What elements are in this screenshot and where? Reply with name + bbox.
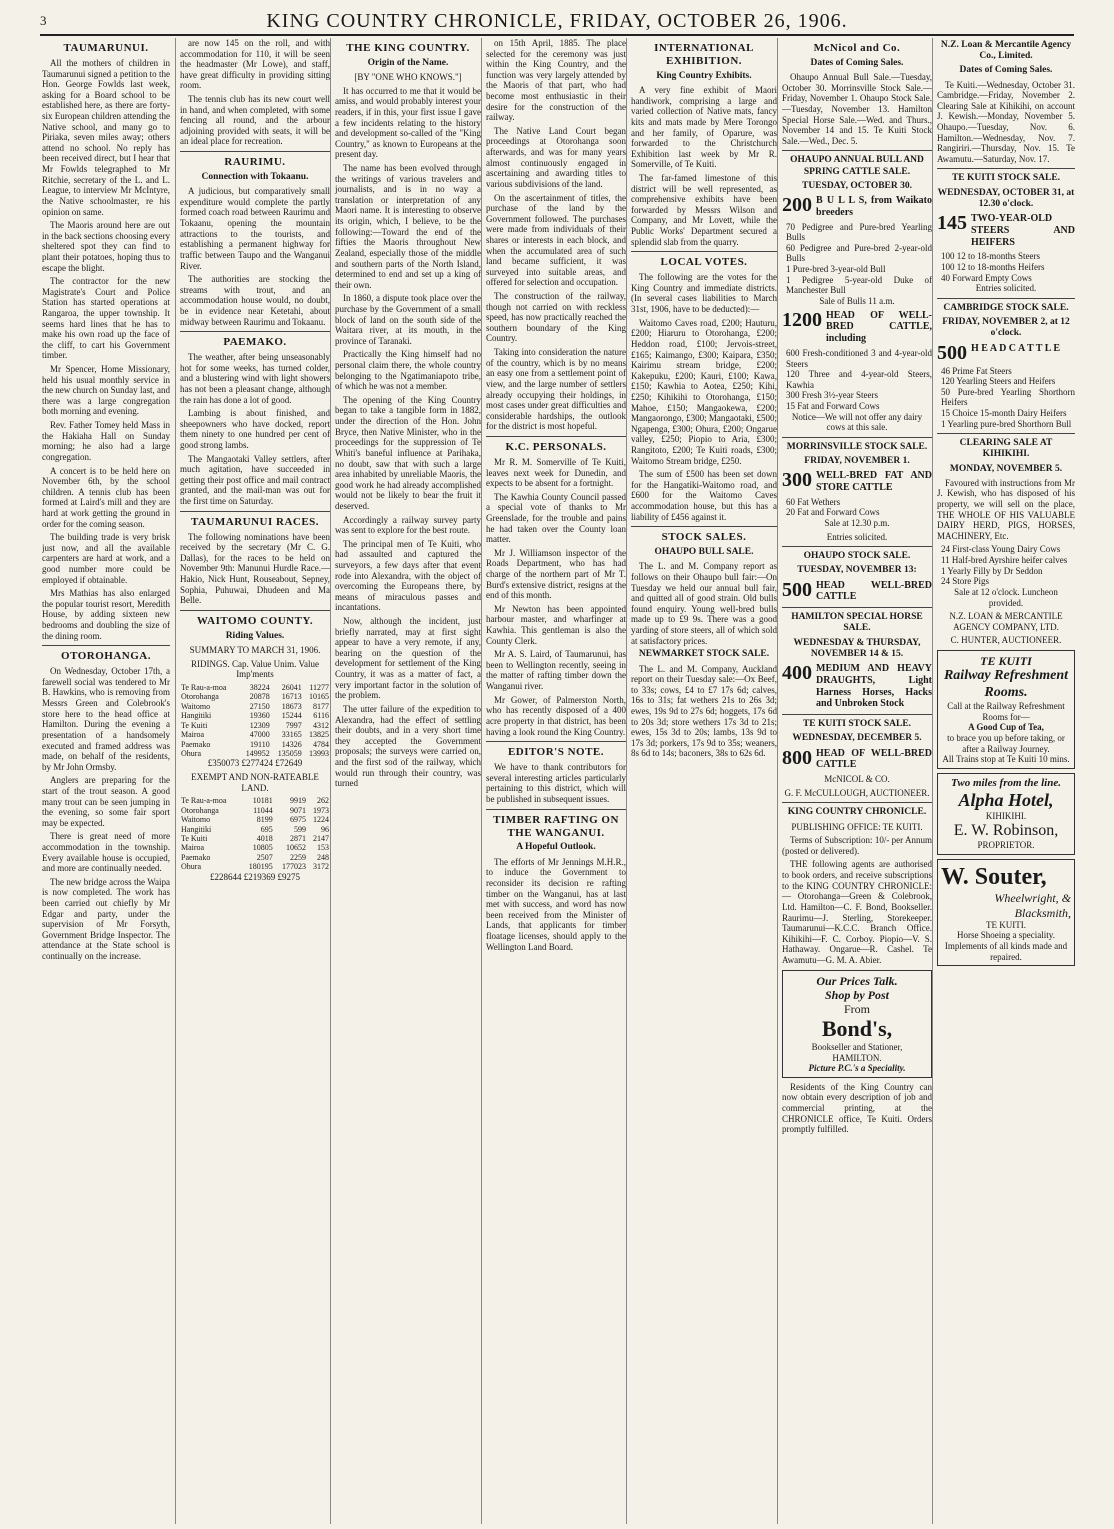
table-cell: 695 [260,824,273,834]
table-cell: Hangitiki [181,711,212,721]
publishing-office: PUBLISHING OFFICE: TE KUITI. [791,821,923,832]
lot-title: MEDIUM AND HEAVY DRAUGHTS, Light Harness Horses, Hacks and Unbroken Stock [816,663,932,710]
ad-line: E. W. Robinson, [953,821,1059,839]
paragraph: In 1860, a dispute took place over the purchase by the Government of a small block of land on the south side of the Waitara river, at its mouth, in the province of Taranaki. [335,293,481,346]
paragraph: The weather, after being unseasonably hot for some weeks, has turned colder, and a blustering wind with light showers has not been a pleasant change, although the rain has done a lot of good. [180,352,330,405]
table-cell: 4312 [313,720,329,730]
table-cell: Hangitiki [181,824,212,834]
table-cell: Paemako [181,739,211,749]
table-cell: Mairoa [181,730,205,740]
table-cell: 18673 [281,701,302,711]
paragraph: Waitomo Caves road, £200; Hauturu, £200; Hiaruru to Otorohanga, £200; Heddon road, £100; Jervois-street, £165; Kaimango, £300; Kaipara, £350; Kairimu stream bridge, £200; Kakepuku, £200; Kauri, £100; Kawa, £150; Kawhia to Aotea, £250; Kihi, £250; Kihikihi to Otorohanga, £150; Mahoe, £150; Mangaokewa, £200; Mangaorongo, £300; Mangaotaki, £500; Ngapenga, £300; Ohura, £200; Ongarue valley, £250; Piopio to Aria, £300; Rangitoto, £200; Te Kuiti roads, £300; Waitomo Stream bridge, £250. [631,317,777,466]
paragraph: The contractor for the new Magistrate's Court and Police Station has started operations at Rangaroa, the upper township. It seems hard lines that he has to make his own road up the face of the cliff, to cart his Government timber. [42,276,170,361]
chronicle-heading: KING COUNTRY CHRONICLE. [787,807,927,818]
lot-count: 400 [782,662,812,685]
notice: Notice—We will not offer any dairy cows at this sale. [791,411,923,433]
subheading: Riding Values. [225,630,285,641]
heading-editors-note: EDITOR'S NOTE. [507,746,605,759]
ad-line: Wheelwright, & Blacksmith, [994,891,1071,920]
bonds-advert [782,970,932,1078]
sale-date: TUESDAY, OCTOBER 30. [802,180,912,191]
divider [486,741,626,742]
paragraph: Mr Gower, of Palmerston North, who has recently disposed of a 400 acre property in that district, has been having a look round the King Country. [486,694,626,737]
table-cell: 10181 [252,796,273,806]
lot-title: HEAD OF WELL-BRED CATTLE [816,747,932,771]
auctioneer: C. HUNTER, AUCTIONEER. [950,635,1062,646]
sale-dates: Te Kuiti.—Wednesday, October 31. Cambridge.—Friday, November 2. Clearing Sale at Kihikihi, on account J. Kewish.—Monday, November 5. Ohaupo.—Tuesday, Nov. 6. Hamilton.—Wednesday, Nov. 7. Rangiriri.—Thursday, Nov. 15. Te Awamutu.—Saturday, Nov. 17. [937,79,1075,164]
sale-time: Sale of Bulls 11 a.m. [819,295,895,306]
sale-heading: OHAUPO STOCK SALE. [803,551,911,562]
ad-line: Shop by Post [824,987,889,1002]
lot-item: 120 Yearling Steers and Heifers [941,376,1056,387]
exempt-values-table [180,796,330,872]
table-total: £350073 £277424 £72649 [207,758,303,769]
table-cell: 10805 [252,843,273,853]
sale-date: WEDNESDAY, OCTOBER 31, at 12.30 o'clock. [937,187,1075,209]
ad-line: W. Souter, [941,864,1047,891]
ad-line: All Trains stop at Te Kuiti 10 mins. [942,754,1070,765]
table-row [180,702,330,711]
paragraph: The tennis club has its new court well in hand, and when completed, with some fencing all round, and the arbour adjoining provided with seats, it will be an ideal place for recreation. [180,94,330,147]
table-cell: 135059 [277,748,302,758]
table-row [180,692,330,701]
table-row [180,815,330,824]
table-cell: 262 [317,796,329,806]
table-cell: 13993 [309,748,329,758]
page-number: 3 [40,13,48,28]
paragraph: Now, although the incident, just briefly narrated, may at first sight appear to have a very remote, if any, bearing on the question of the development for settlement of the King Country, it was as a matter of fact, a very important factor in the solution of the problem. [335,616,481,701]
divider [631,251,777,252]
heading-stock-sales: STOCK SALES. [661,531,747,544]
sale-heading: MORRINSVILLE STOCK SALE. [786,441,928,452]
divider [782,607,932,608]
table-cell: Otorohanga [181,805,219,815]
table-cell: 19110 [249,739,270,749]
paragraph: There is great need of more accommodation in the township. Every available house is occupied, and more are continually needed. [42,831,170,874]
subheading: King Country Exhibits. [656,70,752,81]
paragraph: We have to thank contributors for several interesting articles particularly pertaining to this district, which will be published in subsequent issues. [486,762,626,804]
table-total: £228644 £219369 £9275 [210,871,300,882]
lot-item: 1 Yearling pure-bred Shorthorn Bull [941,418,1072,429]
paragraph: The L. and M. Company, Auckland report on their Tuesday sale:—Ox Beef, to 33s; cows, £4 to £7 17s 6d; calves, 16s to 31s; fat wethers 21s to 26s 3d; ewes, 19s 9d to 27s 6d; hoggets, 17s 6d to 20s 3d; store wethers 17s 3d to 21s; ewes, 15s 3d to 20s; lambs, 13s 9d to 17s 3d; porkers, 17s 9d to 35s; weaners, 8s 6d to 14s; baconers, 38s to 62s 6d. [631,663,777,759]
table-row [180,825,330,834]
firm-name: McNICOL & CO. [824,774,890,785]
lot-item: 600 Fresh-conditioned 3 and 4-year-old Steers [786,347,932,369]
table-cell: 6116 [313,711,329,721]
table-row [180,843,330,852]
table-cell: 2259 [289,852,306,862]
divider [486,436,626,437]
lot [782,470,932,494]
lot-item: 60 Fat Wethers [786,496,841,507]
heading-exhibition: INTERNATIONAL EXHIBITION. [654,42,754,67]
lot-item: 15 Choice 15-month Dairy Heifers [941,407,1067,418]
subscription-terms: Terms of Subscription: 10/- per Annum (posted or delivered). [782,835,932,856]
table-cell: Paemako [181,852,211,862]
paragraph: Mrs Mathias has also enlarged the popular tourist resort, Meredith House, by adding sixteen new bedrooms and doubling the size of the dining room. [42,588,170,641]
paragraph: are now 145 on the roll, and with accommodation for 110, it will be seen the headmaster (Mr Lowe), and staff, have great difficulty in providing sitting room. [180,38,330,91]
table-cell: 14326 [281,739,302,749]
paragraph: The L. and M. Company report as follows on their Ohaupo bull fair:—On Tuesday we held our annual bull fair, and quitted all of good strain. Old bulls found enquiry. Young well-bred bulls made up to £9 9s. There was a good yarding of store steers, all of which sold at satisfactory prices. [631,561,777,646]
lot-item: 120 Three and 4-year-old Steers, Kawhia [786,369,932,390]
table-cell: 1973 [313,805,329,815]
souter-advert [937,859,1075,966]
divider [937,298,1075,299]
table-row [180,796,330,805]
lot-title: HEAD WELL-BRED CATTLE [816,579,932,603]
divider [782,714,932,715]
lot-item: 40 Forward Empty Cows [941,272,1032,283]
lot-item: 24 Store Pigs [941,576,990,587]
table-cell: 8199 [256,815,273,825]
riding-values-table [180,683,330,759]
column-5 [626,38,777,1524]
paragraph: The construction of the railway, though not carried on with reckless speed, has now practically reached the southern boundary of the King Country. [486,291,626,344]
ad-line: to brace you up before taking, or after a Railway Journey. [947,732,1065,754]
table-row [180,711,330,720]
heading-personals: K.C. PERSONALS. [505,440,607,453]
sale-heading: TE KUITI STOCK SALE. [951,173,1061,184]
table-cell: 2871 [289,834,306,843]
table-cell: 4018 [256,834,273,843]
ad-line: PROPRIETOR. [977,840,1035,851]
table-row [180,806,330,815]
lot-item: 50 Pure-bred Yearling Shorthorn Heifers [941,386,1075,408]
table-cell: Te Rau-a-moa [181,682,227,692]
entries-solicited: Entries solicited. [975,283,1037,294]
paragraph: It has occurred to me that it would be amiss, and would probably interest your readers, if in this, your first issue I gave a few incidents relating to the history and development so-called of the "King Country," as known to Europeans at the present day. [335,85,481,160]
column-4 [481,38,626,1524]
paragraph: The efforts of Mr Jennings M.H.R., to induce the Government to reconsider its decision re rafting timber on the Wanganui, has at last met with success, and word has now been received from the Minister of Lands, that applicants for timber floatage licenses, should apply to the Wellington Land Board. [486,856,626,952]
heading-nz-loan: N.Z. Loan & Mercantile Agency Co., Limited. [940,40,1072,62]
divider [180,610,330,611]
lot-item: 1 Pure-bred 3-year-old Bull [786,264,886,275]
divider [180,331,330,332]
paragraph: The name has been evolved through the writings of various travelers and journalists, and is in no way a translation or interpretation of any Maori name. It is interesting to observe its origin, which, I believe, to be the following:—Toward the end of the fifties the Maoris throughout New Zealand, especially those of the middle and southern parts of the North Island, determined to end and set up a king of their own. [335,163,481,290]
lot [782,663,932,710]
lot-count: 800 [782,746,812,769]
lot-count: 300 [782,469,812,492]
heading-king-country: THE KING COUNTRY. [346,42,470,54]
subheading: Dates of Coming Sales. [810,57,904,68]
entries-solicited: Entries solicited. [826,531,888,542]
ad-line: Railway Refreshment Rooms. [943,668,1069,700]
table-cell: 20878 [249,692,270,702]
paragraph: The Mangaotaki Valley settlers, after much agitation, have succeeded in getting their post office and mail contract granted, and the mail-man was out for the first time on Saturday. [180,453,330,507]
table-header: RIDINGS. Cap. Value Unim. Value Imp'ments [191,658,319,680]
sale-date: FRIDAY, NOVEMBER 1. [804,455,910,466]
table-cell: 248 [317,852,329,862]
sale-heading: CLEARING SALE AT KIHIKIHI. [959,438,1053,460]
table-cell: 6975 [289,815,306,825]
paragraph: Anglers are preparing for the start of the trout season. A good many trout can be seen jumping in the evening, so some fair sport may be expected. [42,775,170,828]
paragraph: Lambing is about finished, and sheepowners who have docked, report them ninety to one hundred per cent of good strong lambs. [180,408,330,451]
table-row [180,721,330,730]
refreshment-rooms-advert [937,650,1075,769]
table-cell: 3172 [313,862,329,872]
subheading: NEWMARKET STOCK SALE. [638,649,770,660]
sale-date: MONDAY, NOVEMBER 5. [949,463,1063,474]
paragraph: Mr J. Williamson inspector of the Roads Department, who has had charge of the northern part of Mr T. Burd's extensive district, resigns at the end of this month. [486,547,626,601]
paragraph: Taking into consideration the nature of the country, which is by no means an easy one from a settlement point of view, and the large number of settlers already occupying their holdings, in most cases under great difficulties and considerable hardships, the outlook for the district is most hopeful. [486,347,626,432]
lot [782,310,932,345]
paragraph: The new bridge across the Waipa is now completed. The work has been carried out chiefly by Mr Edgar and party, under the supervision of Mr Forsyth, Government Bridge Inspector. The attendance at the State school is continually on the increase. [42,876,170,962]
table-cell: 33165 [281,730,302,740]
paragraph: Mr Spencer, Home Missionary, held his usual monthly service in the new church on Sunday last, and there was a large congregation both morning and evening. [42,364,170,417]
lot-item: 60 Pedigree and Pure-bred 2-year-old Bulls [786,242,932,264]
paragraph: The building trade is very brisk just now, and all the available carpenters are hard at work, and a good number more could be employed if obtainable. [42,532,170,585]
paragraph: Mr A. S. Laird, of Taumarunui, has been to Wellington recently, seeing in the matter of rafting timber down the Wanganui river. [486,649,626,692]
sale-date: WEDNESDAY, DECEMBER 5. [792,733,922,744]
sale-date: FRIDAY, NOVEMBER 2, at 12 o'clock. [942,317,1070,339]
table-cell: 19360 [249,711,270,721]
paragraph: Favoured with instructions from Mr J. Kewish, who has disposed of his property, we will sell on the place, THE WHOLE OF HIS VALUABLE DAIRY HERD, PIGS, HORSES, MACHINERY, Etc. [937,477,1075,541]
table-cell: 27150 [249,701,270,711]
table-cell: 2507 [256,852,273,862]
lot-title: H E A D C A T T L E [971,342,1061,354]
table-cell: 177023 [281,862,306,872]
table-cell: Otorohanga [181,692,219,702]
lot-item: 1 Yearly Filly by Dr Seddon [941,565,1043,576]
table-cell: 96 [321,824,329,834]
subheading: Dates of Coming Sales. [959,65,1053,76]
heading-otorohanga: OTOROHANGA. [61,650,151,663]
subheading: OHAUPO BULL SALE. [654,547,754,558]
divider [937,433,1075,434]
table-cell: 12309 [249,720,270,730]
subheading: Origin of the Name. [367,57,449,68]
table-cell: 7997 [285,720,302,730]
divider [42,645,170,646]
paragraph: A judicious, but comparatively small expenditure would complete the partly formed coach road between Raurimu and Tokaanu, opening the mountain attractions to the tourists, and establishing a permanent highway for traffic between Taupo and the Wanganui River. [180,186,330,271]
divider [782,546,932,547]
table-cell: 2147 [313,834,329,843]
auctioneer: G. F. McCULLOUGH, AUCTIONEER. [784,787,930,798]
footer-note: Residents of the King Country can now obtain every description of job and commercial printing, at the CHRONICLE office, Te Kuiti. Orders promptly fulfilled. [782,1081,932,1135]
divider [180,511,330,512]
paragraph: On Wednesday, October 17th, a farewell social was tendered to Mr B. Hawkins, who is removing from Messrs Green and Colebrook's store here to the head office at Hamilton. During the evening a presentation of a handsomely executed and framed address was made, on behalf of the residents, by Mr John Ormsby. [42,666,170,772]
table-cell: 4784 [313,739,329,749]
heading-local-votes: LOCAL VOTES. [660,256,748,269]
sale-time: Sale at 12.30 p.m. [824,518,890,528]
ad-line: KIHIKIHI. [985,810,1027,821]
ad-line: A Good Cup of Tea, [968,722,1044,733]
divider [486,809,626,810]
ad-line: Bond's, [821,1016,893,1042]
column-7 [932,38,1075,1524]
paragraph: The following are the votes for the King Country and immediate districts. (In several cases liabilities to March 31st, 1906, have to be deducted):— [631,272,777,315]
column-1 [42,38,170,1524]
table-cell: 11044 [253,805,273,815]
table-cell: 11277 [309,682,329,692]
table-cell: Te Kuiti [181,720,208,730]
heading-taumarunui: TAUMARUNUI. [63,42,149,54]
ad-line: Horse Shoeing a speciality. [957,930,1055,941]
heading-paemako: PAEMAKO. [223,336,287,349]
sale-date: TUESDAY, NOVEMBER 13: [797,565,917,576]
ad-line: Implements of all kinds made and repaired. [944,940,1068,962]
divider [782,802,932,803]
paragraph: The utter failure of the expedition to Alexandra, had the effect of settling their doubts, and in a very short time they accepted the Government proposals; the surveys were carried on, and the first sod of the railway, which would run through their country, was turned [335,703,481,789]
table-caption: EXEMPT AND NON-RATEABLE LAND. [191,772,319,793]
table-cell: 16713 [281,692,302,702]
paragraph: The opening of the King Country began to take a tangible form in 1882, under the direction of the Hon. John Bryce, then Native Minister, who in the proceedings for the suppression of Te Whiti's baneful influence at Parihaka, no doubt, saw that with such a large area inhabited by unreliable Maoris, the good work he had already accomplished would not be likely to bear the fruit it deserved. [335,394,481,511]
paragraph: A concert is to be held here on November 6th, by the school children. A tennis club has been formed at Laird's mill and they are hard at work getting the ground in order for the coming season. [42,465,170,529]
masthead-title: KING COUNTRY CHRONICLE, FRIDAY, OCTOBER 26, 1906. [266,9,848,32]
paragraph: Mr Newton has been appointed harbour master, and wharfinger at Kawhia. This gentleman is also the County Clerk. [486,603,626,646]
table-cell: Mairoa [181,843,205,853]
lot-count: 145 [937,212,967,235]
paragraph: on 15th April, 1885. The place selected for the ceremony was just within the King Country, and the function was very largely attended by the Maoris of that part, who had become most enthusiastic in their desire for the construction of the railway. [486,38,626,123]
ad-line: Bookseller and Stationer, HAMILTON. [811,1041,903,1063]
lot-item: 100 12 to 18-months Steers [941,251,1040,262]
table-row [180,853,330,862]
paragraph: All the mothers of children in Taumarunui signed a petition to the Hon. George Fowlds last week, asking for a Board school to be established here, as there are forty-six European children attending the Native school, and many go to Piriaka, seven miles away; others attend no school. No reply has been received direct, but I hear that Mr Fowlds telegraphed to Mr Ritchie, secretary of the L. and L. League, to interview Mr McIntyre, the Native schoolmaster, re his opinion on same. [42,57,170,217]
firm-name: N.Z. LOAN & MERCANTILE AGENCY COMPANY, LTD. [949,611,1063,632]
lot-item: 11 Half-bred Ayrshire heifer calves [941,555,1068,566]
ad-line: Call at the Railway Refreshment Rooms for— [947,701,1065,722]
table-row [180,862,330,871]
paragraph: The principal men of Te Kuiti, who had assaulted and captured the surveyors, a few days after that event rode into Alexandra, with the object of overcoming the Europeans there, by means of miraculous passes and incantations. [335,538,481,613]
subheading: A Hopeful Outlook. [516,842,596,853]
sale-heading: TE KUITI STOCK SALE. [802,719,912,730]
paragraph: The Maoris around here are out in the back sections choosing every sheltered spot they can find to plant their potatoes, hoping thus to escape the blight. [42,220,170,273]
paragraph: Accordingly a railway survey party was sent to explore for the best route. [335,514,481,536]
sale-dates: Ohaupo Annual Bull Sale.—Tuesday, October 30. Morrinsville Stock Sale.—Friday, November 1. Ohaupo Stock Sale.—Tuesday, November 13. Hamilton Special Horse Sale.—Wed. and Thurs., November 14 and 15. Te Kuiti Stock Sale.—Wed., Dec. 5. [782,72,932,146]
divider [180,151,330,152]
table-row [180,683,330,692]
column-3 [330,38,481,1524]
table-cell: 38224 [249,682,270,692]
ad-line: Our Prices Talk. [816,973,898,988]
lot-count: 200 [782,194,812,217]
paragraph: Rev. Father Tomey held Mass in the Hakiaha Hall on Sunday morning; he also had a large congregation. [42,420,170,462]
paragraph: The sum of £500 has been set down for the Hangatiki-Waitomo road, and £600 for the Waitomo Caves accommodation house, but this has a liability of £456 against it. [631,469,777,522]
table-cell: 153 [317,843,329,853]
sale-date: WEDNESDAY & THURSDAY, NOVEMBER 14 & 15. [793,637,921,659]
divider [937,168,1075,169]
lot-count: 500 [782,578,812,601]
table-cell: 8177 [313,701,329,711]
table-cell: 10652 [285,843,306,853]
sale-heading: HAMILTON SPECIAL HORSE SALE. [791,612,923,634]
masthead [40,8,1074,36]
sale-heading: OHAUPO ANNUAL BULL AND SPRING CATTLE SALE. [790,155,924,177]
lot-title: WELL-BRED FAT AND STORE CATTLE [816,470,932,493]
paragraph: Practically the King himself had no personal claim there, the whole country belonging to the Ngatimaniapoto tribe, of which he was not a member. [335,349,481,392]
agents-list: THE following agents are authorised to book orders, and receive subscriptions to the KING COUNTRY CHRONICLE:— Otorohanga—Green & Colebrook, Ltd. Hamilton—C. F. Bond, Bookseller. Raurimu—J. Sterling, Storekeeper. Taumarunui—K.C.C. Branch Office. Kihikihi—F. C. Corboy. Piopio—V. S. Hathaway. Ongarue—R. Cashel. Te Awamutu—G. M. A. Abier. [782,859,932,965]
table-row [180,749,330,758]
ad-line: From [843,1001,870,1016]
lot-item: 100 12 to 18-months Heifers [941,262,1045,273]
heading-raurimu: RAURIMU. [224,156,286,169]
heading-waitomo-county: WAITOMO COUNTY. [196,614,314,627]
lot [937,343,1075,363]
lot-count: 1200 [782,308,822,331]
lot-title: HEAD OF WELL-BRED CATTLE, including [826,309,932,345]
table-row [180,730,330,739]
table-cell: 599 [293,824,306,834]
table-row [180,740,330,749]
lot-item: 46 Prime Fat Steers [941,365,1012,376]
table-cell: 26041 [281,682,302,692]
table-cell: 1224 [313,815,329,825]
table-cell: Ohura [181,748,201,758]
paragraph: The Native Land Court began proceedings at Otorohanga soon afterwards, and was for many years almost continuously engaged in ascertaining and awarding titles to various subdivisions of the land. [486,125,626,189]
subheading: Connection with Tokaanu. [201,172,309,183]
paragraph: On the ascertainment of titles, the purchase of the land by the Government followed. The purchases were made from individuals of their shares or interests in each block, and when the accumulated area of such land became sufficient, it was surveyed into suitable areas, and offered for selection and occupation. [486,192,626,288]
lot-item: 1 Pedigree 5-year-old Duke of Manchester Bull [786,274,932,296]
table-cell: 15244 [281,711,302,721]
table-cell: 13825 [309,730,329,740]
table-cell: Te Rau-a-moa [181,796,227,806]
paragraph: Mr R. M. Somerville of Te Kuiti, leaves next week for Dunedin, and expects to be absent for a fortnight. [486,456,626,489]
paragraph: The authorities are stocking the streams with trout, and an accommodation house would, no doubt, be in evidence near Ketetahi, about midway between Raurimu and Tokaanu. [180,274,330,327]
ad-line: Picture P.C.'s a Speciality. [808,1063,906,1074]
lot-item: 15 Fat and Forward Cows [786,400,880,411]
table-caption: SUMMARY TO MARCH 31, 1906. [189,645,321,656]
heading-mcnicol: McNicol and Co. [813,42,901,54]
table-cell: 9071 [289,805,306,815]
lot [782,580,932,604]
alpha-hotel-advert [937,773,1075,855]
table-cell: Te Kuiti [181,834,208,843]
ad-line: Alpha Hotel, [958,789,1054,810]
heading-races: TAUMARUNUI RACES. [190,515,320,528]
paragraph: The far-famed limestone of this district will be well represented, as comprehensive exhibits have been forwarded by Messrs Wilson and Company, and Mr Lovett, while the Public Works' Department secured a splendid slab from the quarry. [631,173,777,247]
byline: [BY "ONE WHO KNOWS."] [354,72,462,83]
divider [782,150,932,151]
table-cell: 180195 [248,862,273,872]
lot-item: 300 Fresh 3½-year Steers [786,390,878,401]
paragraph: The Kawhia County Council passed a special vote of thanks to Mr Greenslade, for the trouble and pains he had taken over the County loan matter. [486,491,626,545]
lot-item: 20 Fat and Forward Cows [786,507,880,518]
table-cell: Waitomo [181,815,211,825]
lot [937,213,1075,248]
lot-title: TWO-YEAR-OLD STEERS AND HEIFERS [971,213,1075,248]
divider [782,437,932,438]
lot-count: 500 [937,341,967,364]
table-cell: 9919 [289,796,306,806]
lot [782,195,932,219]
ad-line: TE KUITI [980,653,1032,668]
table-cell: 10165 [309,692,329,702]
table-row [180,834,330,843]
column-6 [777,38,932,1524]
lot-title: B U L L S, from Waikato breeders [816,195,932,218]
divider [631,526,777,527]
lot-item: 70 Pedigree and Pure-bred Yearling Bulls [786,221,932,243]
sale-time: Sale at 12 o'clock. Luncheon provided. [954,586,1058,608]
lot-item: 24 First-class Young Dairy Cows [941,544,1061,555]
paragraph: The following nominations have been received by the secretary (Mr C. G. Dallas), for the races to be held on November 9th: Manunui Hurdle Race.—Hakio, Nick Hunt, Rouseabout, Sepney, Sophia, Puhuwai, Dhudeen and Ma Belle. [180,531,330,606]
paragraph: A very fine exhibit of Maori handiwork, comprising a large and varied collection of Native mats, fancy kits and mats made by Mere Torongo and her family, of Oparure, was forwarded to the Christchurch Exhibition last week by Mr R. Somerville, of Te Kuiti. [631,85,777,170]
heading-timber-rafting: TIMBER RAFTING ON THE WANGANUI. [493,813,619,839]
table-cell: 47000 [249,730,270,740]
column-2 [175,38,330,1524]
ad-line: TE KUITI. [986,919,1026,930]
table-cell: Waitomo [181,701,211,711]
table-cell: 149952 [245,748,270,758]
sale-heading: CAMBRIDGE STOCK SALE. [943,302,1069,313]
ad-line: Two miles from the line. [951,776,1061,789]
lot [782,748,932,772]
table-cell: Ohura [181,862,201,872]
